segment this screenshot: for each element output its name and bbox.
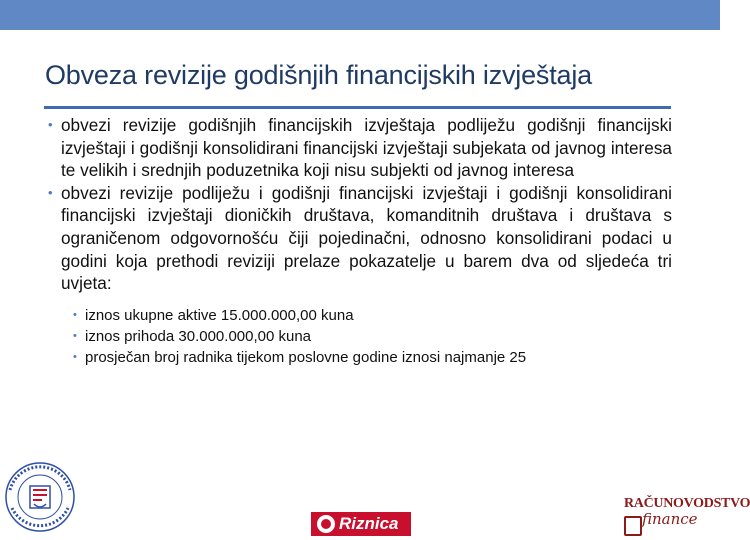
bullet-dot-icon: •	[73, 308, 77, 321]
slide-title: Obveza revizije godišnjih financijskih izvještaja	[45, 60, 592, 90]
top-color-bar	[0, 0, 720, 30]
bullet-dot-icon: •	[48, 117, 53, 132]
riznica-emblem-icon	[317, 515, 335, 533]
racunovodstvo-logo-line1: RAČUNOVODSTVO	[624, 496, 750, 511]
racunovodstvo-mark-icon	[624, 516, 642, 536]
association-seal-icon	[4, 460, 76, 534]
racunovodstvo-logo	[624, 496, 750, 538]
racunovodstvo-logo-line2: finance	[642, 510, 698, 528]
riznica-logo-text: Riznica	[339, 514, 399, 533]
sub-bullet-text: prosječan broj radnika tijekom poslovne godine iznosi najmanje 25	[85, 348, 527, 366]
bullet-item	[48, 182, 672, 295]
sub-bullet-item	[73, 347, 672, 368]
bullet-dot-icon: •	[73, 329, 77, 342]
bullet-text: obvezi revizije godišnjih financijskih izvještaja podliježu godišnji financijski izvještaji i godišnji konsolidirani financijski izvještaji subjekata od javnog interesa te velikih i srednjih poduzetnika koji nisu subjekti od javnog interesa	[61, 115, 672, 181]
sub-bullet-text: iznos ukupne aktive 15.000.000,00 kuna	[85, 306, 354, 324]
association-logo	[4, 460, 76, 534]
slide-content	[48, 114, 672, 368]
sub-bullet-item	[73, 305, 672, 326]
sub-bullet-list	[48, 305, 672, 368]
bullet-text: obvezi revizije podliježu i godišnji financijski izvještaji i godišnji konsolidirani financijski izvještaji dioničkih društava, komanditnih društava i društava s ograničenom odgovornošću čiji pojedinačni, odnosno konsolidirani podaci u godini koja prethodi reviziji prelaze pokazatelje u barem dva od sljedeća tri uvjeta:	[61, 182, 672, 294]
title-underline	[44, 106, 671, 109]
sub-bullet-item	[73, 326, 672, 347]
bullet-item	[48, 114, 672, 182]
riznica-logo	[311, 512, 411, 536]
bullet-dot-icon: •	[73, 350, 77, 363]
sub-bullet-text: iznos prihoda 30.000.000,00 kuna	[85, 327, 312, 345]
bullet-dot-icon: •	[48, 184, 53, 200]
